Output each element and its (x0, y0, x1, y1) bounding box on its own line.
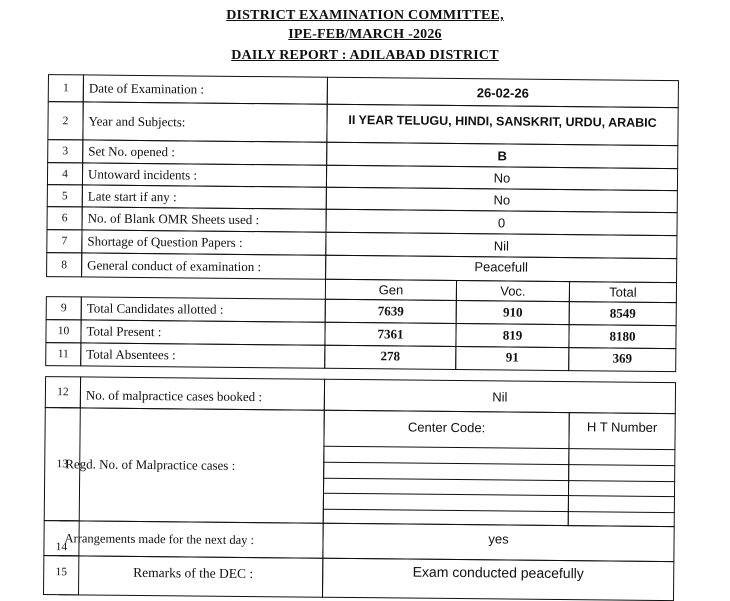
row-number: 6 (47, 206, 83, 230)
shortage-value: Nil (325, 232, 677, 259)
allotted-voc: 910 (456, 300, 570, 325)
malpractice-booked-value: Nil (324, 379, 676, 414)
untoward-value: No (326, 165, 678, 191)
subjects-label: Year and Subjects: (82, 101, 327, 142)
conduct-value: Peacefull (325, 255, 677, 283)
ht-number-column (568, 412, 676, 527)
remarks-value: Exam conducted peacefully (322, 558, 674, 601)
center-code-label: Center Code: (407, 419, 486, 436)
absentees-voc: 91 (455, 346, 569, 371)
row-number: 7 (46, 229, 82, 253)
report-table (35, 74, 680, 597)
gen-header: Gen (325, 279, 457, 301)
absentees-total: 369 (568, 347, 676, 372)
present-voc: 819 (455, 323, 569, 348)
row-number: 1 (48, 74, 84, 102)
shortage-label: Shortage of Question Papers : (81, 229, 326, 255)
conduct-label: General conduct of examination : (81, 252, 326, 279)
row-number: 5 (47, 184, 83, 207)
allotted-gen: 7639 (325, 299, 457, 324)
absentees-gen: 278 (324, 345, 456, 370)
row-number: 15 (43, 555, 79, 595)
row-number: 10 (45, 319, 81, 343)
total-header: Total (569, 281, 677, 303)
untoward-label: Untoward incidents : (82, 162, 327, 187)
row-number: 2 (47, 101, 83, 140)
present-label: Total Present : (80, 319, 325, 345)
set-no-value: B (326, 142, 678, 169)
date-value: 26-02-26 (327, 77, 679, 108)
malpractice-regd-label: Regd. No. of Malpractice cases : (60, 407, 325, 524)
header-daily-report: DAILY REPORT : ADILABAD DISTRICT (231, 48, 499, 63)
late-start-label: Late start if any : (82, 184, 327, 209)
row-number: 8 (46, 252, 82, 277)
blank-omr-label: No. of Blank OMR Sheets used : (82, 206, 327, 232)
subjects-value: II YEAR TELUGU, HINDI, SANSKRIT, URDU, ARABIC (326, 104, 678, 146)
row-number: 9 (46, 296, 82, 320)
present-gen: 7361 (324, 322, 456, 347)
header-committee: DISTRICT EXAMINATION COMMITTEE, (226, 8, 504, 23)
row-number: 13 (44, 407, 81, 521)
row-number: 14 (43, 520, 79, 556)
row-number: 12 (45, 376, 81, 408)
row-number: 11 (45, 342, 81, 366)
late-start-value: No (326, 187, 678, 213)
date-label: Date of Examination : (83, 74, 328, 104)
blank-omr-value: 0 (325, 209, 677, 236)
voc-header: Voc. (456, 280, 570, 302)
set-no-label: Set No. opened : (82, 139, 327, 165)
ht-number-label: H T Number (586, 419, 658, 435)
row-number: 4 (47, 162, 83, 185)
remarks-label: Remarks of the DEC : (59, 555, 323, 598)
malpractice-booked-label: No. of malpractice cases booked : (80, 376, 325, 410)
header-exam-session: IPE-FEB/MARCH -2026 (288, 27, 442, 42)
allotted-label: Total Candidates allotted : (81, 296, 326, 322)
absentees-label: Total Absentees : (80, 342, 325, 368)
arrangements-value: yes (322, 523, 674, 562)
allotted-total: 8549 (569, 301, 677, 326)
present-total: 8180 (568, 324, 676, 349)
row-number: 3 (47, 139, 83, 163)
arrangements-label: Arrangements made for the next day : (59, 520, 323, 559)
